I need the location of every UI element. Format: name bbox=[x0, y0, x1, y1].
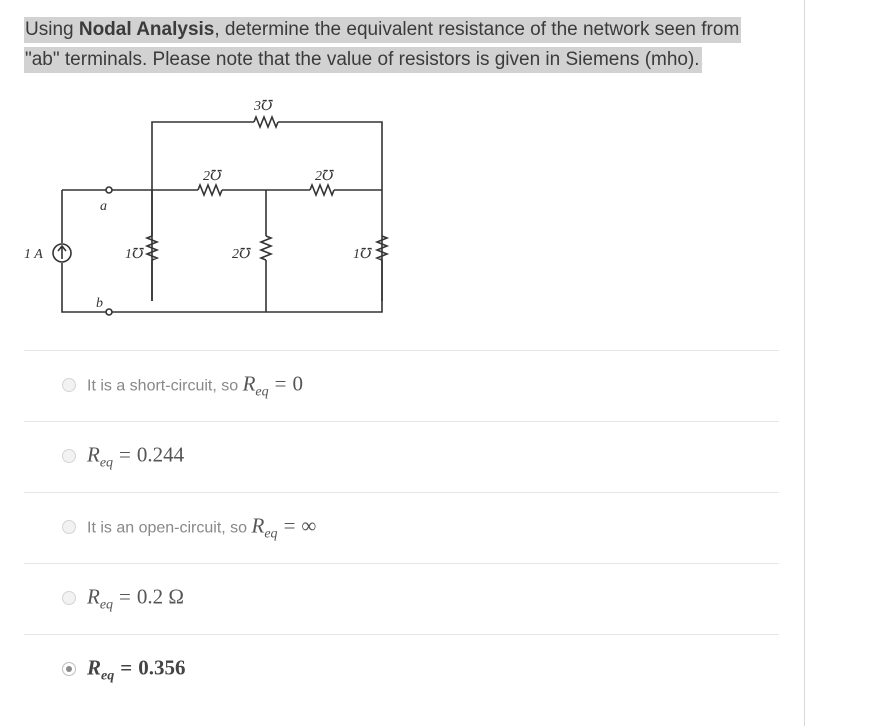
circuit-diagram bbox=[18, 88, 398, 328]
question-prefix: Using bbox=[25, 19, 79, 40]
option-math bbox=[87, 655, 186, 684]
math-var: R bbox=[87, 584, 100, 609]
radio-button[interactable] bbox=[62, 591, 76, 605]
circuit-svg bbox=[18, 88, 398, 323]
math-sub: eq bbox=[264, 526, 278, 542]
label-terminal-a: a bbox=[100, 199, 107, 214]
label-g-top: 3℧ bbox=[254, 99, 273, 114]
option-label[interactable] bbox=[87, 372, 303, 401]
question-text bbox=[24, 15, 784, 75]
answer-options bbox=[24, 350, 779, 705]
label-g-shunt-right: 1℧ bbox=[353, 247, 372, 262]
math-sub: eq bbox=[99, 455, 114, 471]
wire-top-right bbox=[278, 122, 382, 301]
right-divider bbox=[804, 0, 805, 726]
label-g-mid-left: 2℧ bbox=[203, 169, 222, 184]
question-rest: , determine the equivalent resistance of the network seen from bbox=[214, 19, 740, 40]
option-math bbox=[242, 371, 303, 400]
answer-option-1[interactable] bbox=[24, 350, 779, 421]
math-value: ∞ bbox=[301, 513, 317, 538]
radio-button[interactable] bbox=[62, 378, 76, 392]
radio-button[interactable] bbox=[62, 520, 76, 534]
wire-top-left bbox=[152, 122, 254, 301]
math-value: 0.2 Ω bbox=[136, 584, 184, 609]
math-rel: = bbox=[119, 584, 131, 609]
label-source: 1 A bbox=[24, 247, 43, 262]
math-var: R bbox=[251, 513, 265, 538]
math-var: R bbox=[87, 655, 102, 680]
math-var: R bbox=[87, 442, 100, 467]
math-sub: eq bbox=[99, 597, 114, 613]
option-math bbox=[87, 442, 185, 471]
option-label[interactable] bbox=[87, 585, 184, 614]
radio-button[interactable] bbox=[62, 449, 76, 463]
terminal-b-node bbox=[106, 309, 112, 315]
option-label[interactable] bbox=[87, 514, 316, 543]
current-arrow-icon bbox=[58, 246, 66, 259]
conductance-top-3 bbox=[254, 117, 278, 127]
option-math bbox=[251, 513, 317, 542]
math-value: 0.356 bbox=[138, 655, 186, 680]
label-g-shunt-left: 1℧ bbox=[125, 247, 144, 262]
answer-option-2[interactable] bbox=[24, 421, 779, 492]
conductance-shunt-center-2 bbox=[261, 236, 271, 260]
conductance-shunt-left-1 bbox=[147, 236, 157, 260]
answer-option-3[interactable] bbox=[24, 492, 779, 563]
math-rel: = bbox=[274, 371, 287, 396]
math-sub: eq bbox=[255, 384, 269, 400]
conductance-shunt-right-1 bbox=[377, 236, 387, 260]
question-line-2: "ab" terminals. Please note that the value of resistors is given in Siemens (mho). bbox=[24, 47, 702, 73]
math-rel: = bbox=[119, 442, 131, 467]
math-value: 0.244 bbox=[136, 442, 185, 467]
answer-option-5[interactable] bbox=[24, 634, 779, 705]
math-rel: = bbox=[283, 513, 296, 538]
conductance-mid-right-2 bbox=[310, 185, 334, 195]
radio-button-selected[interactable] bbox=[62, 662, 76, 676]
terminal-a-node bbox=[106, 187, 112, 193]
label-g-mid-right: 2℧ bbox=[315, 169, 334, 184]
label-terminal-b: b bbox=[96, 296, 103, 311]
label-g-shunt-center: 2℧ bbox=[232, 247, 251, 262]
math-sub: eq bbox=[101, 668, 115, 684]
conductance-mid-left-2 bbox=[198, 185, 222, 195]
math-var: R bbox=[242, 371, 256, 396]
question-line-1 bbox=[24, 17, 741, 43]
option-text: It is a short-circuit, so bbox=[87, 377, 243, 395]
question-bold-term: Nodal Analysis bbox=[78, 19, 215, 40]
option-label[interactable] bbox=[87, 443, 184, 472]
math-rel: = bbox=[120, 655, 133, 680]
option-text: It is an open-circuit, so bbox=[87, 519, 252, 537]
answer-option-4[interactable] bbox=[24, 563, 779, 634]
math-value: 0 bbox=[292, 371, 303, 396]
option-math bbox=[87, 584, 184, 613]
option-label[interactable] bbox=[87, 656, 185, 685]
